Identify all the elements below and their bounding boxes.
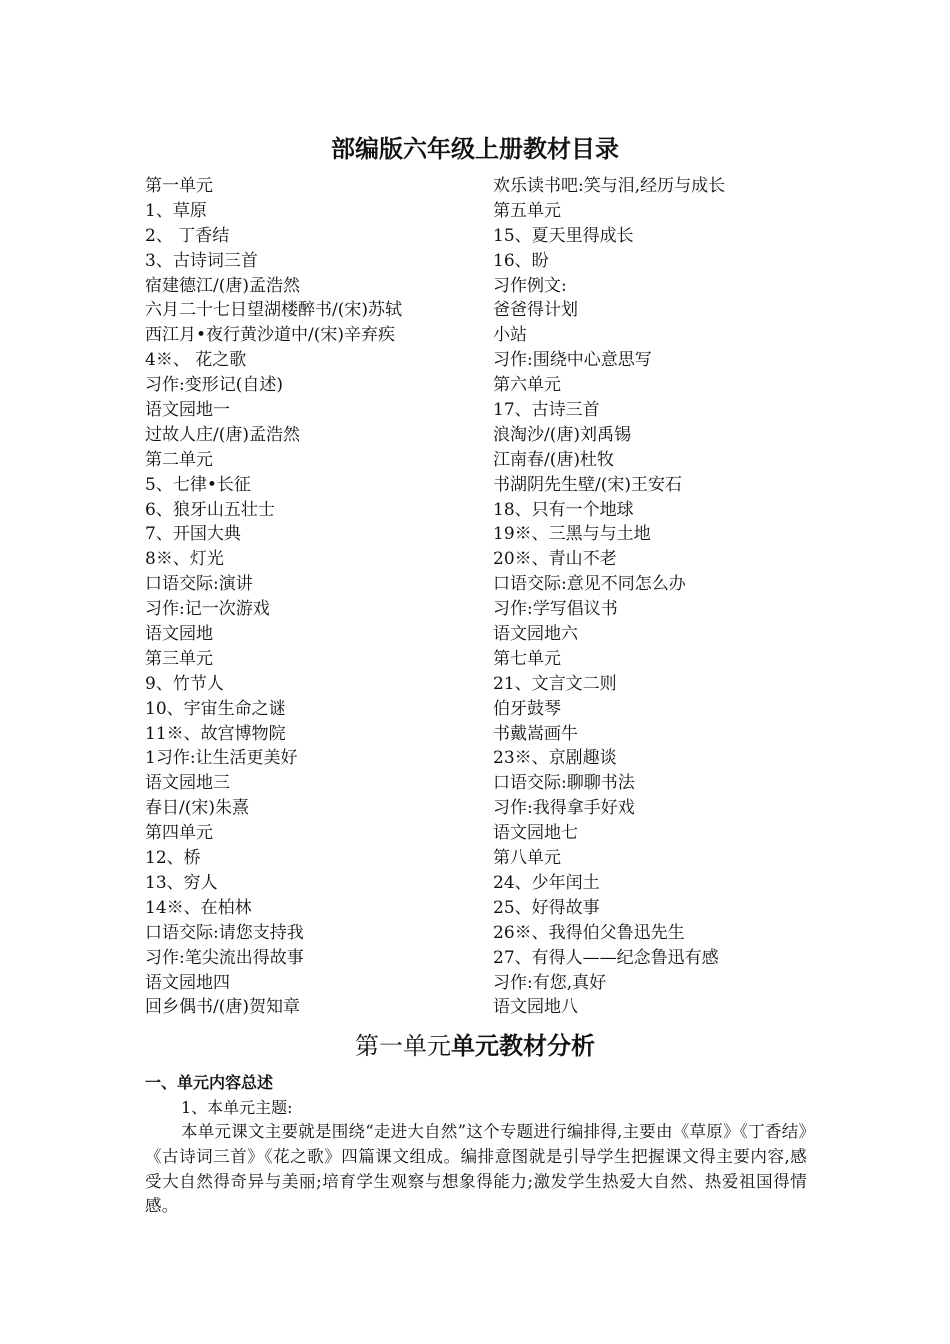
toc-entry: 15、夏天里得成长 — [493, 225, 634, 246]
toc-entry: 8※、灯光 — [145, 549, 224, 570]
toc-entry: 习作:笔尖流出得故事 — [145, 947, 304, 968]
toc-right-column — [493, 174, 823, 1020]
toc-entry: 口语交际:聊聊书法 — [493, 773, 635, 794]
toc-entry: 习作:变形记(自述) — [145, 375, 283, 396]
toc-entry: 17、古诗三首 — [493, 400, 600, 421]
toc-entry: 27、有得人——纪念鲁迅有感 — [493, 947, 719, 968]
toc-entry: 19※、三黑与与土地 — [493, 524, 651, 545]
document-title: 部编版六年级上册教材目录 — [331, 135, 619, 163]
toc-entry: 习作:围绕中心意思写 — [493, 350, 652, 371]
toc-entry: 习作例文: — [493, 275, 567, 296]
toc-entry: 12、桥 — [145, 848, 201, 869]
toc-entry: 爸爸得计划 — [493, 300, 578, 321]
toc-left-column — [145, 174, 475, 1020]
toc-entry: 第八单元 — [493, 848, 561, 869]
toc-entry: 14※、在柏林 — [145, 897, 252, 918]
toc-entry: 习作:我得拿手好戏 — [493, 798, 635, 819]
toc-entry: 书湖阴先生壁/(宋)王安石 — [493, 474, 682, 495]
toc-entry: 4※、 花之歌 — [145, 350, 247, 371]
toc-entry: 口语交际:请您支持我 — [145, 922, 304, 943]
toc-entry: 西江月•夜行黄沙道中/(宋)辛弃疾 — [145, 325, 396, 346]
toc-entry: 习作:有您,真好 — [493, 972, 607, 993]
section-subheading: 一、单元内容总述 — [145, 1073, 274, 1092]
toc-entry: 口语交际:意见不同怎么办 — [493, 574, 686, 595]
toc-entry: 第六单元 — [493, 375, 561, 396]
toc-entry: 语文园地一 — [145, 400, 230, 421]
toc-entry: 1习作:让生活更美好 — [145, 748, 298, 769]
toc-entry: 18、只有一个地球 — [493, 499, 634, 520]
toc-entry: 习作:学写倡议书 — [493, 599, 618, 620]
toc-entry: 3、古诗词三首 — [145, 250, 258, 271]
toc-entry: 26※、我得伯父鲁迅先生 — [493, 922, 685, 943]
toc-entry: 13、穷人 — [145, 872, 218, 893]
unit-analysis-title-strong: 单元教材分析 — [451, 1032, 595, 1060]
toc-entry: 6、狼牙山五壮士 — [145, 499, 275, 520]
toc-entry: 春日/(宋)朱熹 — [145, 798, 249, 819]
toc-entry: 宿建德江/(唐)孟浩然 — [145, 275, 300, 296]
toc-entry: 20※、青山不老 — [493, 549, 617, 570]
toc-entry: 语文园地四 — [145, 972, 230, 993]
unit-analysis-title — [0, 1028, 950, 1064]
toc-entry: 语文园地七 — [493, 823, 578, 844]
toc-entry: 六月二十七日望湖楼醉书/(宋)苏轼 — [145, 300, 402, 321]
unit-analysis-title-prefix: 第一单元 — [355, 1032, 451, 1060]
toc-entry: 第二单元 — [145, 449, 213, 470]
toc-entry: 第三单元 — [145, 648, 213, 669]
toc-entry: 21、文言文二则 — [493, 673, 617, 694]
toc-entry: 小站 — [493, 325, 527, 346]
toc-entry: 浪淘沙/(唐)刘禹锡 — [493, 424, 631, 445]
toc-entry: 16、盼 — [493, 250, 549, 271]
toc-entry: 回乡偶书/(唐)贺知章 — [145, 997, 300, 1018]
toc-entry: 江南春/(唐)杜牧 — [493, 449, 614, 470]
toc-entry: 语文园地六 — [493, 624, 578, 645]
toc-entry: 7、开国大典 — [145, 524, 241, 545]
toc-entry: 第五单元 — [493, 200, 561, 221]
toc-entry: 书戴嵩画牛 — [493, 723, 578, 744]
toc-entry: 习作:记一次游戏 — [145, 599, 270, 620]
theme-paragraph: 本单元课文主要就是围绕“走进大自然”这个专题进行编排得,主要由《草原》《丁香结》《古诗词三首》《花之歌》四篇课文组成。编排意图就是引导学生把握课文得主要内容,感受大自然得奇异与美丽;培育学生观察与想象得能力;激发学生热爱大自然、热爱祖国得情感。 — [145, 1122, 807, 1216]
toc-entry: 语文园地三 — [145, 773, 230, 794]
toc-entry: 10、宇宙生命之谜 — [145, 698, 286, 719]
toc-entry: 2、 丁香结 — [145, 225, 230, 246]
toc-entry: 9、竹节人 — [145, 673, 224, 694]
toc-entry: 伯牙鼓琴 — [493, 698, 561, 719]
toc-entry: 第七单元 — [493, 648, 561, 669]
toc-entry: 第一单元 — [145, 176, 213, 196]
toc-entry: 24、少年闰土 — [493, 872, 600, 893]
toc-entry: 5、七律•长征 — [145, 474, 251, 495]
toc-entry: 口语交际:演讲 — [145, 574, 253, 595]
toc-entry: 欢乐读书吧:笑与泪,经历与成长 — [493, 176, 726, 196]
toc-entry: 23※、京剧趣谈 — [493, 748, 617, 769]
toc-entry: 语文园地 — [145, 624, 213, 645]
toc-entry: 语文园地八 — [493, 997, 578, 1018]
toc-entry: 第四单元 — [145, 823, 213, 844]
toc-entry: 11※、故宫博物院 — [145, 723, 286, 744]
toc-entry: 1、草原 — [145, 200, 207, 221]
toc-entry: 25、好得故事 — [493, 897, 600, 918]
theme-label: 1、本单元主题: — [181, 1098, 293, 1117]
toc-entry: 过故人庄/(唐)孟浩然 — [145, 424, 300, 445]
